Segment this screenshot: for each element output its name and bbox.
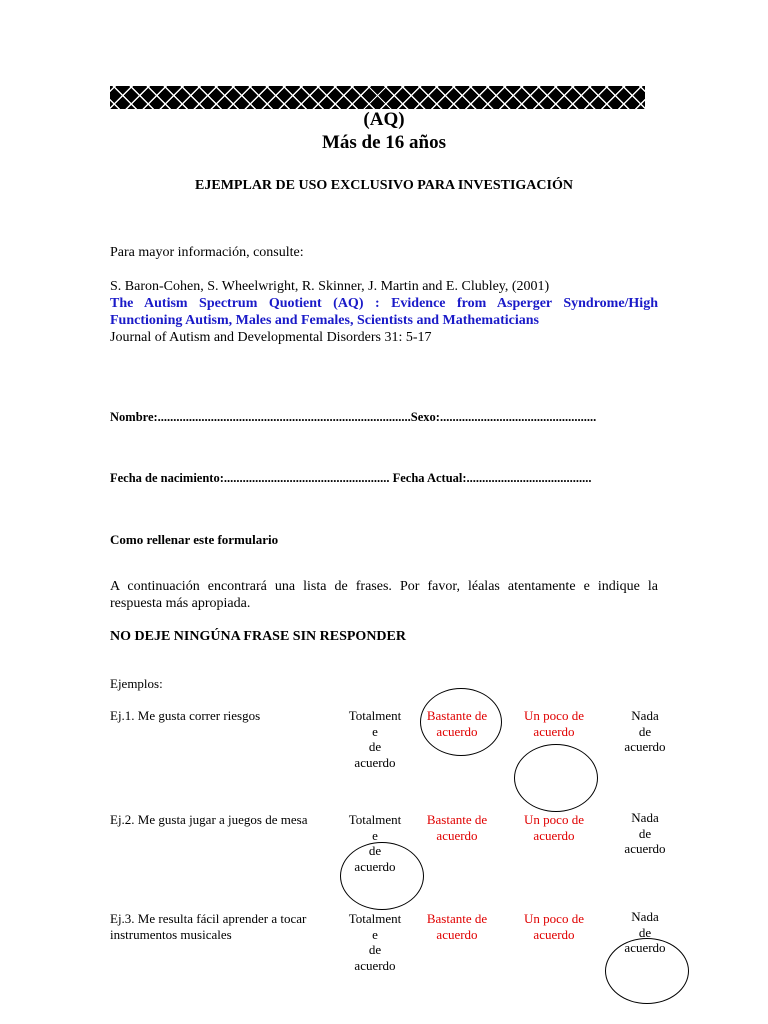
example-3-text bbox=[110, 911, 306, 942]
example-3-line1: Ej.3. Me resulta fácil aprender a tocar bbox=[110, 911, 307, 926]
example-1-option-totally[interactable] bbox=[340, 708, 410, 770]
reference-intro: Para mayor información, consulte: bbox=[110, 245, 304, 260]
example-1-line1: Ej.1. Me gusta correr riesgos bbox=[110, 708, 261, 723]
reference-title-line2: Functioning Autism, Males and Females, Scientists and Mathematicians bbox=[110, 313, 539, 328]
option-text: Bastante de bbox=[426, 812, 488, 827]
option-text: Nada bbox=[631, 708, 659, 723]
example-3-option-little[interactable] bbox=[519, 911, 589, 942]
option-text: acuerdo bbox=[624, 841, 666, 856]
option-text: acuerdo bbox=[436, 723, 478, 739]
selection-circle bbox=[605, 938, 689, 1004]
option-text: acuerdo bbox=[354, 754, 396, 770]
option-text: acuerdo bbox=[533, 723, 575, 739]
example-3-option-totally[interactable] bbox=[340, 911, 410, 973]
example-2-text bbox=[110, 812, 307, 828]
option-text: de bbox=[638, 924, 652, 940]
example-1-option-little[interactable] bbox=[519, 708, 589, 739]
option-text: acuerdo bbox=[624, 739, 666, 754]
instructions-line1: A continuación encontrará una lista de frases. Por favor, léalas atentamente e indique la bbox=[110, 579, 658, 594]
option-text: acuerdo bbox=[354, 957, 396, 973]
example-2-option-little[interactable] bbox=[519, 812, 589, 843]
option-text: acuerdo bbox=[533, 926, 575, 942]
selection-circle bbox=[340, 842, 424, 910]
option-text: Totalment bbox=[348, 911, 402, 926]
selection-circle bbox=[420, 688, 502, 756]
instructions-line2: respuesta más apropiada. bbox=[110, 596, 251, 611]
option-text: e bbox=[372, 827, 378, 843]
selection-circle bbox=[514, 744, 598, 812]
option-text: Un poco de bbox=[524, 911, 584, 926]
example-2-option-none[interactable] bbox=[610, 810, 680, 857]
option-text: de bbox=[638, 723, 652, 739]
option-text: Un poco de bbox=[524, 812, 584, 827]
option-text: Totalment bbox=[348, 708, 402, 723]
research-notice: EJEMPLAR DE USO EXCLUSIVO PARA INVESTIGACIÓN bbox=[195, 178, 573, 193]
option-text: Bastante de bbox=[426, 911, 488, 926]
option-text: Totalment bbox=[348, 812, 402, 827]
option-text: Nada bbox=[631, 909, 659, 924]
option-text: Bastante de bbox=[426, 708, 488, 723]
option-text: Nada bbox=[631, 810, 659, 825]
option-text: de bbox=[368, 739, 382, 754]
example-3-line2: instrumentos musicales bbox=[110, 926, 232, 942]
example-1-text bbox=[110, 708, 260, 724]
option-text: acuerdo bbox=[354, 858, 396, 874]
reference-journal: Journal of Autism and Developmental Disorders 31: 5-17 bbox=[110, 330, 432, 345]
example-2-option-quite[interactable] bbox=[422, 812, 492, 843]
instructions-heading: Como rellenar este formulario bbox=[110, 532, 279, 547]
option-text: Un poco de bbox=[524, 708, 584, 723]
option-text: e bbox=[372, 926, 378, 942]
example-1-option-none[interactable] bbox=[610, 708, 680, 755]
age-range-title: Más de 16 años bbox=[321, 132, 447, 153]
examples-label: Ejemplos: bbox=[110, 676, 163, 691]
no-blank-warning: NO DEJE NINGÚNA FRASE SIN RESPONDER bbox=[110, 629, 406, 644]
option-text: e bbox=[372, 723, 378, 739]
name-sex-field[interactable]: Nombre:.................................................................................Sexo:.................................................. bbox=[110, 410, 597, 424]
reference-title-line1: The Autism Spectrum Quotient (AQ) : Evidence from Asperger Syndrome/High bbox=[110, 296, 658, 311]
option-text: acuerdo bbox=[624, 940, 666, 955]
reference-authors: S. Baron-Cohen, S. Wheelwright, R. Skinner, J. Martin and E. Clubley, (2001) bbox=[110, 279, 550, 294]
option-text: acuerdo bbox=[436, 827, 478, 843]
option-text: acuerdo bbox=[436, 926, 478, 942]
example-3-option-quite[interactable] bbox=[422, 911, 492, 942]
decorative-banner bbox=[110, 86, 645, 109]
option-text: de bbox=[368, 942, 382, 957]
option-text: de bbox=[638, 825, 652, 841]
questionnaire-code: (AQ) bbox=[363, 109, 405, 130]
option-text: de bbox=[368, 843, 382, 858]
dates-field[interactable]: Fecha de nacimiento:..................................................... Fecha Actual:........................................ bbox=[110, 471, 592, 485]
option-text: acuerdo bbox=[533, 827, 575, 843]
example-2-line1: Ej.2. Me gusta jugar a juegos de mesa bbox=[110, 812, 308, 827]
